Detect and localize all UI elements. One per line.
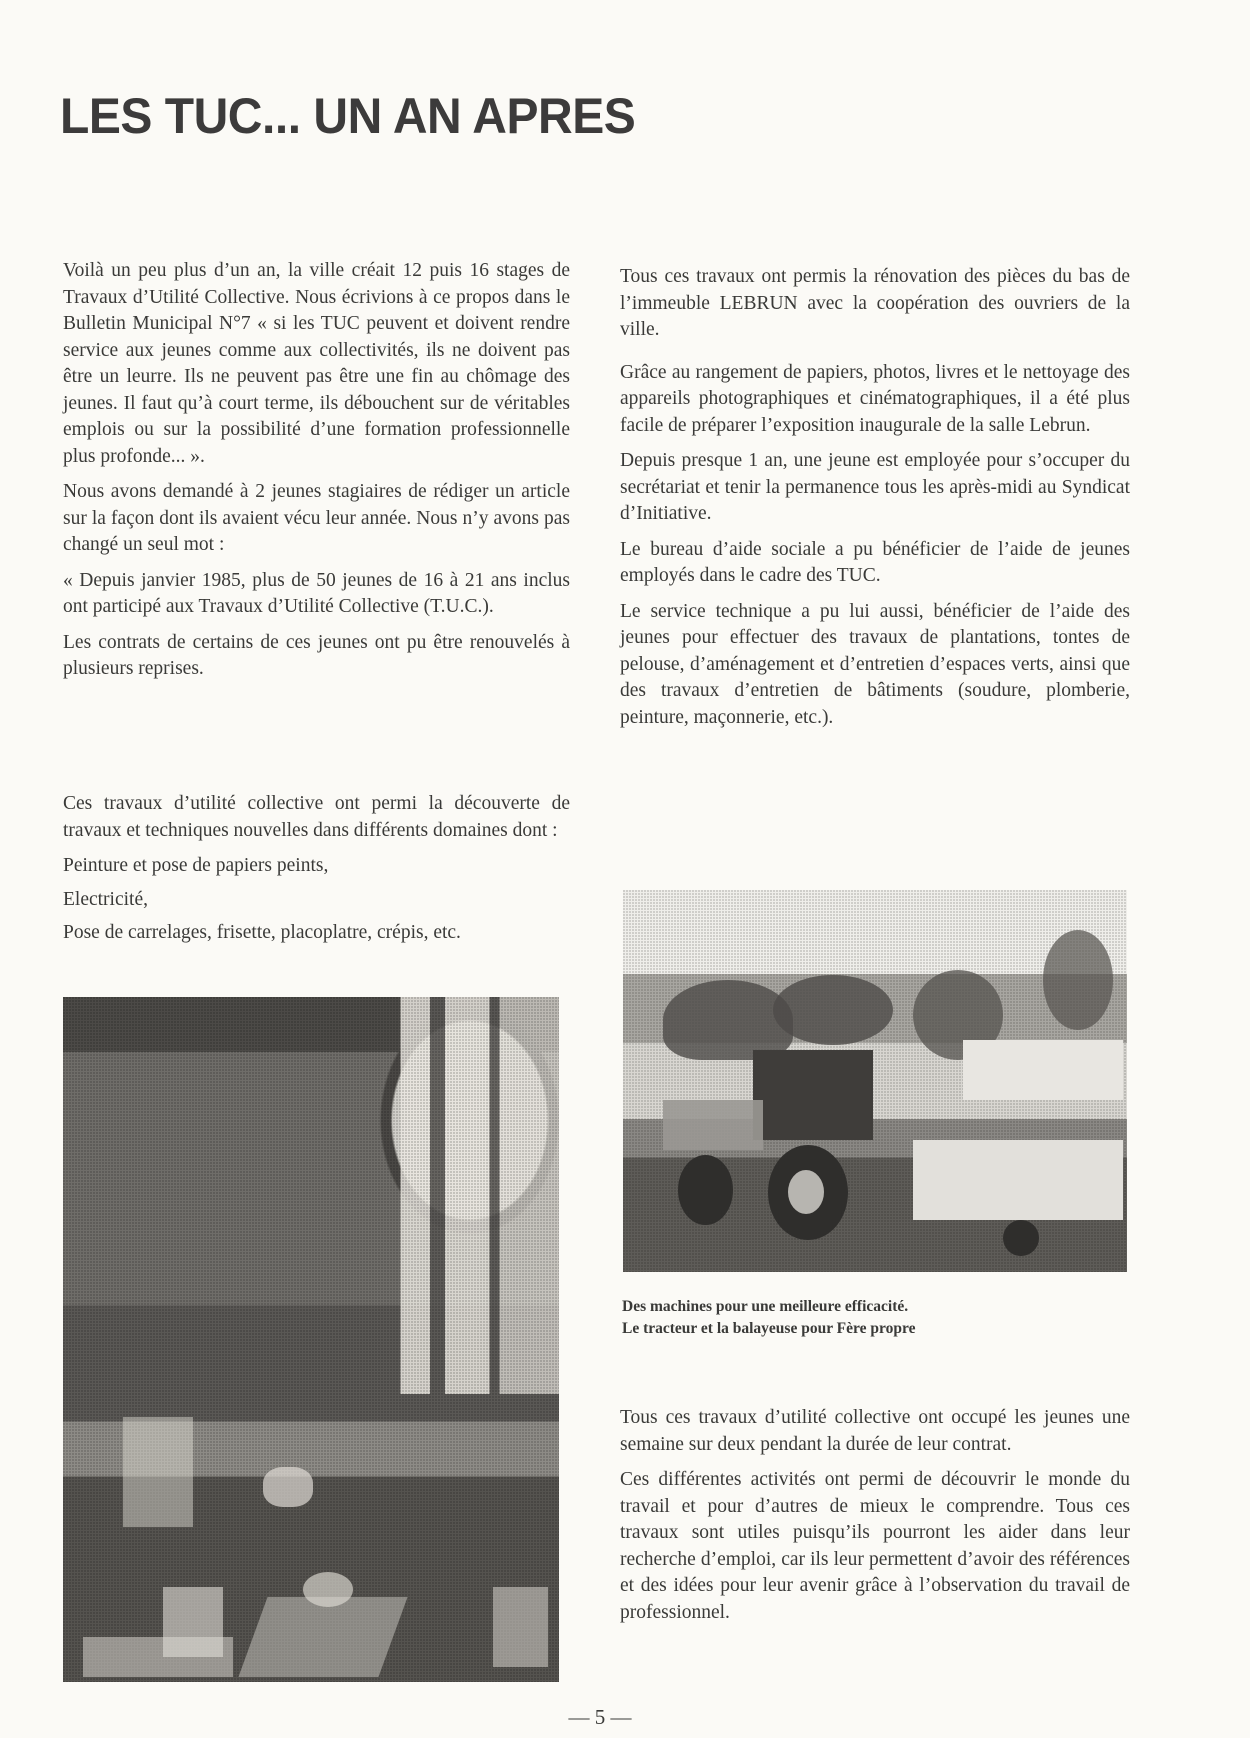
domain-item: Electricité,: [63, 888, 148, 910]
tractor-sweeper-photo: [623, 890, 1127, 1272]
right-column-bottom-text: [620, 1405, 1130, 1635]
paragraph: Le service technique a pu lui aussi, bénéficier de l’aide des jeunes pour effectuer des travaux de plantations, tontes de pelouse, d’aménagement et d’entretien d’espaces verts, ainsi que des travaux d’entretien de bâtiments (soudure, plomberie, peinture, maçonnerie, etc.).: [620, 600, 1130, 728]
domains-intro: Ces travaux d’utilité collective ont permi la découverte de travaux et techniques nouvelles dans différents domaines dont :: [63, 793, 570, 841]
domain-item: Peinture et pose de papiers peints,: [63, 855, 329, 876]
paragraph: Ces différentes activités ont permi de découvrir le monde du travail et pour d’autres de mieux le comprendre. Tous ces travaux sont utiles puisqu’ils pourront les aider dans leur recherche d’emploi, car ils leur permettent d’avoir des références et des idées pour leur avenir grâce à l’observation du travail de professionnel.: [620, 1469, 1130, 1623]
domain-item: Pose de carrelages, frisette, placoplatre, crépis, etc.: [63, 922, 461, 943]
article-title: LES TUC... UN AN APRES: [60, 88, 636, 144]
paragraph: Le bureau d’aide sociale a pu bénéficier de l’aide de jeunes employés dans le cadre des TUC.: [620, 538, 1130, 586]
paragraph: Grâce au rangement de papiers, photos, livres et le nettoyage des appareils photographiques et cinématographiques, il a été plus facile de préparer l’exposition inaugurale de la salle Lebrun.: [620, 361, 1130, 436]
domains-section: [63, 791, 570, 954]
paragraph: « Depuis janvier 1985, plus de 50 jeunes de 16 à 21 ans inclus ont participé aux Travaux d’Utilité Collective (T.U.C.).: [63, 569, 570, 617]
interior-renovation-photo: [63, 997, 559, 1682]
paragraph: Les contrats de certains de ces jeunes ont pu être renouvelés à plusieurs reprises.: [63, 631, 570, 679]
photo-caption: [622, 1296, 1132, 1340]
left-column-text: [63, 258, 570, 692]
paragraph: Depuis presque 1 an, une jeune est employée pour s’occuper du secrétariat et tenir la permanence tous les après-midi au Syndicat d’Initiative.: [620, 450, 1130, 524]
page-number: — 5 —: [568, 1705, 632, 1729]
caption-line: Des machines pour une meilleure efficacité.: [622, 1298, 909, 1315]
paragraph: Voilà un peu plus d’un an, la ville créait 12 puis 16 stages de Travaux d’Utilité Collective. Nous écrivions à ce propos dans le Bulletin Municipal N°7 « si les TUC peuvent et doivent rendre service aux jeunes comme aux collectivités, ils ne doivent pas être un leurre. Ils ne peuvent pas être une fin au chômage des jeunes. Il faut qu’à court terme, ils débouchent sur de véritables emplois ou sur la possibilité d’une formation professionnelle plus profonde... ».: [63, 260, 570, 467]
paragraph: Nous avons demandé à 2 jeunes stagiaires de rédiger un article sur la façon dont ils avaient vécu leur année. Nous n’y avons pas changé un seul mot :: [63, 481, 570, 555]
caption-line: Le tracteur et la balayeuse pour Fère propre: [622, 1320, 916, 1337]
paragraph: Tous ces travaux ont permis la rénovation des pièces du bas de l’immeuble LEBRUN avec la coopération des ouvriers de la ville.: [620, 266, 1130, 340]
right-column-text: [620, 264, 1130, 740]
paragraph: Tous ces travaux d’utilité collective ont occupé les jeunes une semaine sur deux pendant la durée de leur contrat.: [620, 1407, 1130, 1455]
